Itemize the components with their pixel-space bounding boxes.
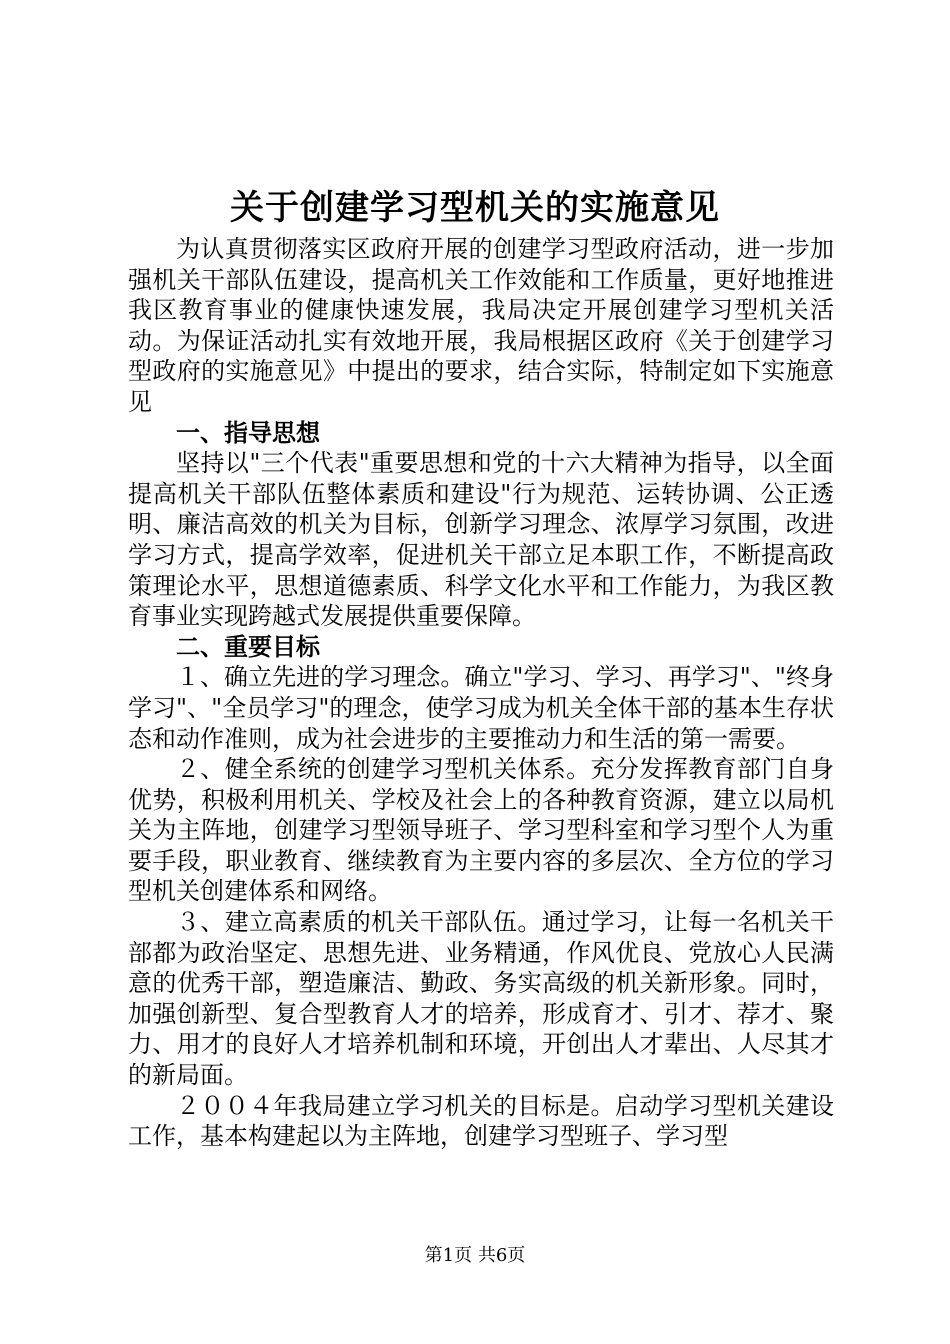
goal-item-4: ２００４年我局建立学习机关的目标是。启动学习型机关建设工作，基本构建起以为主阵地，创建学习型班子、学习型	[128, 1091, 834, 1151]
goal-item-3: ３、建立高素质的机关干部队伍。通过学习，让每一名机关干部都为政治坚定、思想先进、业务精通，作风优良、党放心人民满意的优秀干部，塑造廉洁、勤政、务实高级的机关新形象。同时，加强创新型、复合型教育人才的培养，形成育才、引才、荐才、聚力、用才的良好人才培养机制和环境，开创出人才辈出、人尽其才的新局面。	[128, 908, 834, 1090]
page-number-footer: 第1页 共6页	[424, 1245, 526, 1266]
intro-paragraph: 为认真贯彻落实区政府开展的创建学习型政府活动，进一步加强机关干部队伍建设，提高机关工作效能和工作质量，更好地推进我区教育事业的健康快速发展，我局决定开展创建学习型机关活动。为保证活动扎实有效地开展，我局根据区政府《关于创建学习型政府的实施意见》中提出的要求，结合实际，特制定如下实施意见	[128, 235, 834, 416]
guiding-ideology-paragraph: 坚持以"三个代表"重要思想和党的十六大精神为指导，以全面提高机关干部队伍整体素质和建设"行为规范、运转协调、公正透明、廉洁高效的机关为目标，创新学习理念、浓厚学习氛围，改进学习方式，提高学效率，促进机关干部立足本职工作，不断提高政策理论水平，思想道德素质、科学文化水平和工作能力，为我区教育事业实现跨越式发展提供重要保障。	[128, 449, 834, 631]
section-heading-guiding-ideology: 一、指导思想	[176, 417, 320, 447]
goal-item-1: １、确立先进的学习理念。确立"学习、学习、再学习"、"终身学习"、"全员学习"的理念，使学习成为机关全体干部的基本生存状态和动作准则，成为社会进步的主要推动力和生活的第一需要。	[128, 663, 834, 753]
document-title: 关于创建学习型机关的实施意见	[230, 188, 720, 228]
goal-item-2: ２、健全系统的创建学习型机关体系。充分发挥教育部门自身优势，积极利用机关、学校及社会上的各种教育资源，建立以局机关为主阵地，创建学习型领导班子、学习型科室和学习型个人为重要手段，职业教育、继续教育为主要内容的多层次、全方位的学习型机关创建体系和网络。	[128, 755, 834, 906]
document-body	[128, 234, 834, 1152]
section-heading-main-goals: 二、重要目标	[176, 631, 320, 661]
